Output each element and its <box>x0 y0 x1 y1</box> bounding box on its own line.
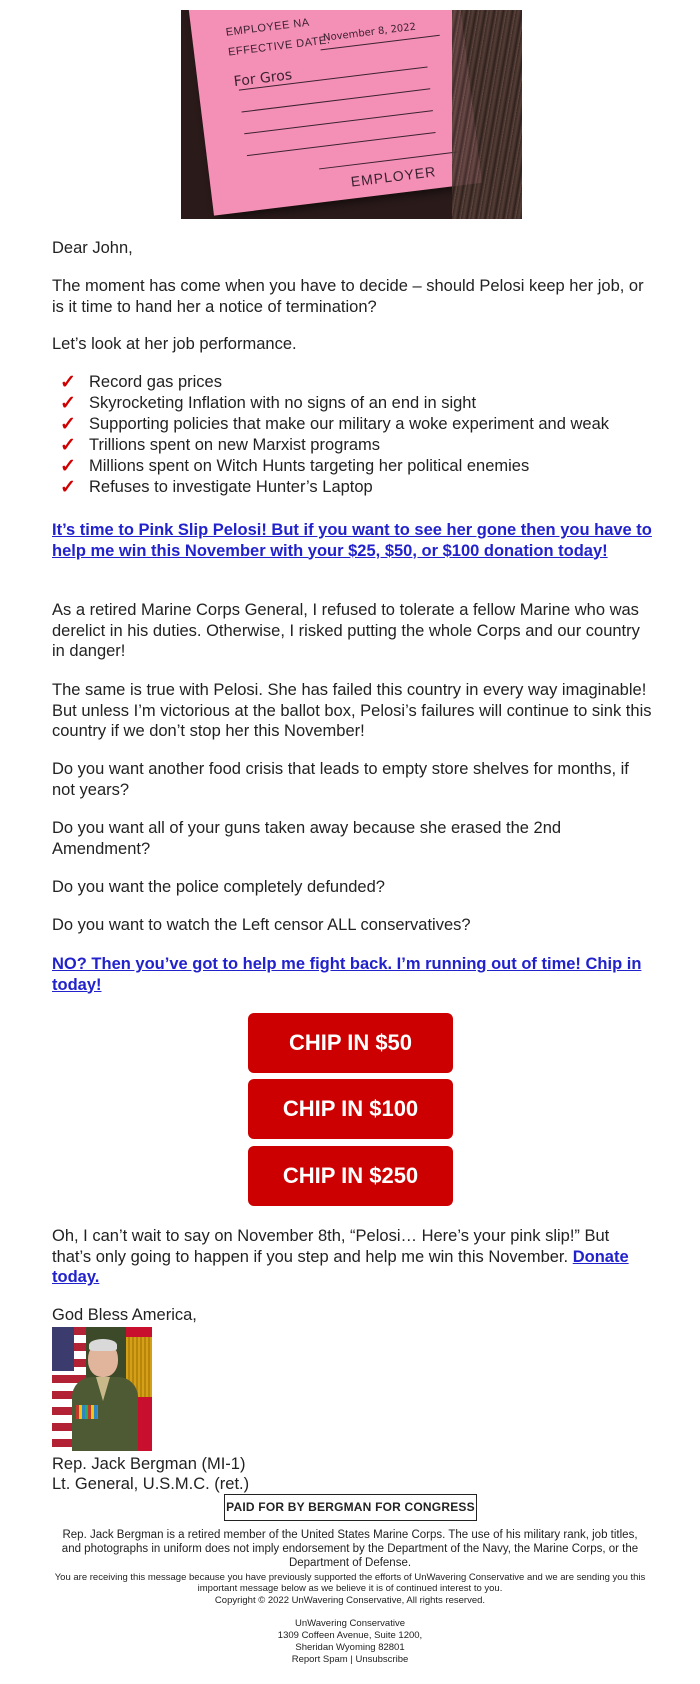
pink-slip <box>186 10 482 216</box>
checkmark-icon: ✓ <box>60 372 76 393</box>
checkmark-icon: ✓ <box>60 477 76 498</box>
paragraph-pink-slip: Oh, I can’t wait to say on November 8th, “Pelosi… Here’s your pink slip!” But that’s only going to happen if you step and help me win this November. Donate today. <box>52 1227 629 1286</box>
slip-handwriting: For Gros <box>232 67 293 91</box>
list-item: ✓ Millions spent on Witch Hunts targeting her political enemies <box>60 456 530 477</box>
address-line-1: 1309 Coffeen Avenue, Suite 1200, <box>277 1630 423 1641</box>
footer-separator: | <box>350 1654 353 1665</box>
question-censor: Do you want to watch the Left censor ALL conservatives? <box>52 916 471 934</box>
footer-links <box>52 1654 648 1665</box>
question-guns: Do you want all of your guns taken away because she erased the 2nd Amendment? <box>52 819 562 858</box>
slip-employer-label: EMPLOYER <box>349 163 438 190</box>
chip-in-50-button[interactable]: CHIP IN $50 <box>248 1013 453 1073</box>
donate-link-fight-back[interactable]: NO? Then you’ve got to help me fight back. I’m running out of time! Chip in today! <box>52 955 642 994</box>
report-spam-link[interactable]: Report Spam <box>291 1654 348 1665</box>
unsubscribe-link[interactable]: Unsubscribe <box>355 1654 409 1665</box>
copyright: Copyright © 2022 UnWavering Conservative, All rights reserved. <box>214 1595 486 1606</box>
chip-in-250-button[interactable]: CHIP IN $250 <box>248 1146 453 1206</box>
signature-name: Rep. Jack Bergman (MI-1) <box>52 1455 246 1473</box>
org-name: UnWavering Conservative <box>295 1618 405 1629</box>
greeting: Dear John, <box>52 239 133 257</box>
paid-for-disclaimer: PAID FOR BY BERGMAN FOR CONGRESS <box>224 1494 477 1521</box>
receiving-notice: You are receiving this message because you have previously supported the efforts of UnWavering Conservative and we are sending you this important message below as we believe it is of continued interest to you. <box>54 1572 646 1594</box>
military-disclaimer: Rep. Jack Bergman is a retired member of the United States Marine Corps. The use of his military rank, job titles, and photographs in uniform does not imply endorsement by the Department of the Navy, the Marine Corps, or the Department of Defense. <box>61 1529 639 1569</box>
list-item: ✓ Trillions spent on new Marxist programs <box>60 435 380 456</box>
closing: God Bless America, <box>52 1306 197 1324</box>
paragraph-performance: Let’s look at her job performance. <box>52 335 297 353</box>
list-item: ✓ Refuses to investigate Hunter’s Laptop <box>60 477 373 498</box>
checkmark-icon: ✓ <box>60 414 76 435</box>
slip-effective-label: EFFECTIVE DATE: <box>227 34 331 59</box>
pink-slip-image <box>181 10 522 219</box>
donate-link-pink-slip[interactable]: It’s time to Pink Slip Pelosi! But if you want to see her gone then you have to help me win this November with your $25, $50, or $100 donation today! <box>52 521 652 560</box>
performance-checklist <box>60 372 660 498</box>
slip-date: November 8, 2022 <box>322 21 417 44</box>
chip-in-100-button[interactable]: CHIP IN $100 <box>248 1079 453 1139</box>
signature-title: Lt. General, U.S.M.C. (ret.) <box>52 1475 250 1493</box>
checkmark-icon: ✓ <box>60 435 76 456</box>
donate-today-link[interactable]: Donate today. <box>52 1247 629 1286</box>
question-police: Do you want the police completely defunded? <box>52 878 385 896</box>
list-item: ✓ Skyrocketing Inflation with no signs of an end in sight <box>60 393 477 414</box>
paragraph-marine: As a retired Marine Corps General, I refused to tolerate a fellow Marine who was derelict in his duties. Otherwise, I risked putting the whole Corps and our country in danger! <box>52 601 640 660</box>
paragraph-decide: The moment has come when you have to decide – should Pelosi keep her job, or is it time to hand her a notice of termination? <box>52 277 644 316</box>
slip-employee-label: EMPLOYEE NA <box>225 16 311 39</box>
question-food-crisis: Do you want another food crisis that leads to empty store shelves for months, if not years? <box>52 760 629 799</box>
checkmark-icon: ✓ <box>60 393 76 414</box>
list-item: ✓ Supporting policies that make our military a woke experiment and weak <box>60 414 610 435</box>
checkmark-icon: ✓ <box>60 456 76 477</box>
bergman-portrait-photo <box>52 1327 152 1451</box>
paragraph-pelosi-failed: The same is true with Pelosi. She has failed this country in every way imaginable! But unless I’m victorious at the ballot box, Pelosi’s failures will continue to sink this country if we don’t stop her this November! <box>52 681 652 740</box>
list-item: ✓ Record gas prices <box>60 372 222 393</box>
address-line-2: Sheridan Wyoming 82801 <box>295 1642 405 1653</box>
hair-decoration <box>452 10 522 219</box>
